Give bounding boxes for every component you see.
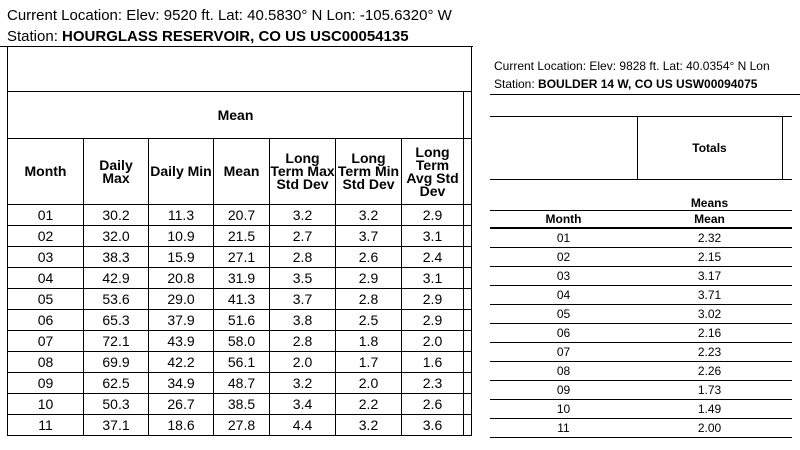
left-table-row xyxy=(8,373,472,394)
left-table-row xyxy=(8,247,472,268)
left-table-cell: 08 xyxy=(8,352,84,373)
left-blank-cell xyxy=(8,47,472,92)
left-edge-cell xyxy=(464,247,472,268)
right-table-cell: 3.71 xyxy=(637,286,782,305)
left-table-cell: 2.8 xyxy=(336,289,402,310)
left-table-cell: 42.9 xyxy=(84,268,149,289)
left-edge-cell xyxy=(464,373,472,394)
left-edge-cell xyxy=(464,205,472,226)
left-table-cell: 69.9 xyxy=(84,352,149,373)
right-table-row xyxy=(490,305,792,324)
left-table-cell: 3.2 xyxy=(336,205,402,226)
left-table-row xyxy=(8,205,472,226)
right-totals-row xyxy=(490,117,792,180)
right-table-cell: 2.32 xyxy=(637,228,782,248)
left-station-line xyxy=(7,26,452,47)
left-table-cell: 3.5 xyxy=(270,268,336,289)
left-table-row xyxy=(8,352,472,373)
left-table-cell: 2.0 xyxy=(270,352,336,373)
left-table-cell: 3.6 xyxy=(402,415,464,436)
left-group-header: Mean xyxy=(8,92,464,139)
left-table-cell: 1.7 xyxy=(336,352,402,373)
right-means-header: Means xyxy=(637,180,782,211)
left-table-cell: 03 xyxy=(8,247,84,268)
right-table-row xyxy=(490,362,792,381)
left-table-row xyxy=(8,331,472,352)
left-table-cell: 2.6 xyxy=(336,247,402,268)
left-table-cell: 15.9 xyxy=(149,247,214,268)
left-table-cell: 1.6 xyxy=(402,352,464,373)
right-edge-cell xyxy=(782,400,792,419)
left-table-cell: 06 xyxy=(8,310,84,331)
left-climate-table xyxy=(7,46,472,436)
left-table-cell: 27.8 xyxy=(214,415,270,436)
left-column-header: Month xyxy=(8,139,84,205)
left-table-cell: 21.5 xyxy=(214,226,270,247)
left-table-cell: 34.9 xyxy=(149,373,214,394)
right-means-row xyxy=(490,180,792,211)
left-table-cell: 43.9 xyxy=(149,331,214,352)
right-edge-cell xyxy=(782,180,792,211)
right-column-header: Month xyxy=(490,211,637,229)
right-table-row xyxy=(490,248,792,267)
left-table-cell: 11 xyxy=(8,415,84,436)
left-column-header: Daily Min xyxy=(149,139,214,205)
left-table-cell: 38.5 xyxy=(214,394,270,415)
left-table-cell: 62.5 xyxy=(84,373,149,394)
left-table-cell: 01 xyxy=(8,205,84,226)
right-edge-cell xyxy=(782,324,792,343)
right-table-cell: 02 xyxy=(490,248,637,267)
right-table-row xyxy=(490,419,792,438)
left-table-cell: 30.2 xyxy=(84,205,149,226)
left-table-row xyxy=(8,289,472,310)
left-table-cell: 3.7 xyxy=(270,289,336,310)
right-table-row xyxy=(490,324,792,343)
right-table-cell: 2.15 xyxy=(637,248,782,267)
right-table-cell: 01 xyxy=(490,228,637,248)
left-table-cell: 3.2 xyxy=(336,415,402,436)
left-table-cell: 53.6 xyxy=(84,289,149,310)
right-edge-cell xyxy=(782,286,792,305)
left-table-row xyxy=(8,268,472,289)
right-table-cell: 03 xyxy=(490,267,637,286)
right-edge-cell xyxy=(782,267,792,286)
left-table-cell: 72.1 xyxy=(84,331,149,352)
right-edge-cell xyxy=(782,117,792,180)
right-column-header-row xyxy=(490,211,792,229)
right-edge-cell xyxy=(782,343,792,362)
left-table-cell: 3.2 xyxy=(270,205,336,226)
right-location-line: Current Location: Elev: 9828 ft. Lat: 40.0354° N Lon xyxy=(494,59,770,73)
right-table-cell: 3.02 xyxy=(637,305,782,324)
right-totals-blank xyxy=(490,117,637,180)
left-table-cell: 2.9 xyxy=(402,289,464,310)
left-table-cell: 18.6 xyxy=(149,415,214,436)
left-edge-cell xyxy=(464,331,472,352)
left-table-cell: 10 xyxy=(8,394,84,415)
left-edge-cell xyxy=(464,289,472,310)
left-edge-cell xyxy=(464,352,472,373)
right-table-row xyxy=(490,228,792,248)
right-precip-table xyxy=(490,116,792,438)
right-table-cell: 06 xyxy=(490,324,637,343)
left-column-header: Long Term Avg Std Dev xyxy=(402,139,464,205)
left-table-cell: 58.0 xyxy=(214,331,270,352)
left-table-cell: 3.4 xyxy=(270,394,336,415)
right-table-row xyxy=(490,381,792,400)
left-table-cell: 2.9 xyxy=(336,268,402,289)
left-edge-cell xyxy=(464,139,472,205)
right-station-line xyxy=(494,75,770,93)
left-table-cell: 20.8 xyxy=(149,268,214,289)
right-station-name: BOULDER 14 W, CO US USW00094075 xyxy=(538,77,758,91)
left-table-cell: 2.4 xyxy=(402,247,464,268)
left-table-cell: 38.3 xyxy=(84,247,149,268)
left-table-cell: 3.1 xyxy=(402,268,464,289)
left-table-cell: 04 xyxy=(8,268,84,289)
left-table-cell: 51.6 xyxy=(214,310,270,331)
left-column-header: Long Term Min Std Dev xyxy=(336,139,402,205)
left-table-cell: 3.8 xyxy=(270,310,336,331)
left-table-cell: 48.7 xyxy=(214,373,270,394)
left-table-cell: 1.8 xyxy=(336,331,402,352)
right-edge-cell xyxy=(782,305,792,324)
left-edge-cell xyxy=(464,92,472,139)
left-table-cell: 3.7 xyxy=(336,226,402,247)
left-table-cell: 2.8 xyxy=(270,331,336,352)
left-table-cell: 10.9 xyxy=(149,226,214,247)
left-table-cell: 2.5 xyxy=(336,310,402,331)
left-table-row xyxy=(8,310,472,331)
left-table-cell: 2.6 xyxy=(402,394,464,415)
right-means-blank xyxy=(490,180,637,211)
right-table-cell: 2.16 xyxy=(637,324,782,343)
left-table-cell: 05 xyxy=(8,289,84,310)
left-table-cell: 37.9 xyxy=(149,310,214,331)
right-station-label: Station: xyxy=(494,77,539,91)
left-station-label: Station: xyxy=(7,28,63,45)
left-table-cell: 2.9 xyxy=(402,310,464,331)
right-header-rule xyxy=(490,94,800,95)
right-table-cell: 11 xyxy=(490,419,637,438)
right-header xyxy=(494,57,770,93)
left-edge-cell xyxy=(464,226,472,247)
left-table-cell: 37.1 xyxy=(84,415,149,436)
right-table-cell: 3.17 xyxy=(637,267,782,286)
left-edge-cell xyxy=(464,415,472,436)
left-edge-cell xyxy=(464,268,472,289)
left-table-cell: 32.0 xyxy=(84,226,149,247)
left-table-cell: 02 xyxy=(8,226,84,247)
left-table-row xyxy=(8,226,472,247)
left-column-header: Daily Max xyxy=(84,139,149,205)
right-edge-cell xyxy=(782,228,792,248)
left-table-cell: 3.2 xyxy=(270,373,336,394)
right-edge-cell xyxy=(782,381,792,400)
right-edge-cell xyxy=(782,248,792,267)
right-totals-header: Totals xyxy=(637,117,782,180)
left-station-name: HOURGLASS RESERVOIR, CO US USC00054135 xyxy=(62,28,409,45)
left-table-cell: 2.0 xyxy=(336,373,402,394)
right-table-cell: 2.26 xyxy=(637,362,782,381)
right-table-row xyxy=(490,343,792,362)
left-table-cell: 65.3 xyxy=(84,310,149,331)
left-table-cell: 09 xyxy=(8,373,84,394)
left-table-cell: 31.9 xyxy=(214,268,270,289)
right-table-cell: 08 xyxy=(490,362,637,381)
left-column-header: Mean xyxy=(214,139,270,205)
left-location-line: Current Location: Elev: 9520 ft. Lat: 40.5830° N Lon: -105.6320° W xyxy=(7,7,452,24)
left-table-cell: 4.4 xyxy=(270,415,336,436)
left-table-cell: 3.1 xyxy=(402,226,464,247)
left-table-row xyxy=(8,394,472,415)
left-table-cell: 2.3 xyxy=(402,373,464,394)
left-table-cell: 11.3 xyxy=(149,205,214,226)
left-table-cell: 2.8 xyxy=(270,247,336,268)
right-table-cell: 1.73 xyxy=(637,381,782,400)
left-table-cell: 2.2 xyxy=(336,394,402,415)
left-table-cell: 50.3 xyxy=(84,394,149,415)
left-column-header: Long Term Max Std Dev xyxy=(270,139,336,205)
right-edge-cell xyxy=(782,362,792,381)
left-table-cell: 07 xyxy=(8,331,84,352)
left-table-cell: 29.0 xyxy=(149,289,214,310)
right-table-cell: 09 xyxy=(490,381,637,400)
left-header xyxy=(7,5,452,47)
left-table-cell: 2.9 xyxy=(402,205,464,226)
left-column-header-row xyxy=(8,139,472,205)
left-table-cell: 2.7 xyxy=(270,226,336,247)
left-edge-cell xyxy=(464,394,472,415)
left-table-row xyxy=(8,415,472,436)
right-table-cell: 2.00 xyxy=(637,419,782,438)
left-table-cell: 56.1 xyxy=(214,352,270,373)
right-table-row xyxy=(490,400,792,419)
left-table-cell: 41.3 xyxy=(214,289,270,310)
left-edge-cell xyxy=(464,310,472,331)
left-table-cell: 27.1 xyxy=(214,247,270,268)
right-table-cell: 05 xyxy=(490,305,637,324)
left-table-cell: 26.7 xyxy=(149,394,214,415)
left-group-header-row xyxy=(8,92,472,139)
right-column-header: Mean xyxy=(637,211,782,229)
right-table-cell: 07 xyxy=(490,343,637,362)
left-table-cell: 2.0 xyxy=(402,331,464,352)
right-edge-cell xyxy=(782,211,792,229)
right-table-cell: 04 xyxy=(490,286,637,305)
right-edge-cell xyxy=(782,419,792,438)
right-table-cell: 2.23 xyxy=(637,343,782,362)
left-blank-row xyxy=(8,47,472,92)
right-table-cell: 1.49 xyxy=(637,400,782,419)
right-table-cell: 10 xyxy=(490,400,637,419)
left-table-cell: 20.7 xyxy=(214,205,270,226)
right-table-row xyxy=(490,286,792,305)
right-table-row xyxy=(490,267,792,286)
left-table-cell: 42.2 xyxy=(149,352,214,373)
